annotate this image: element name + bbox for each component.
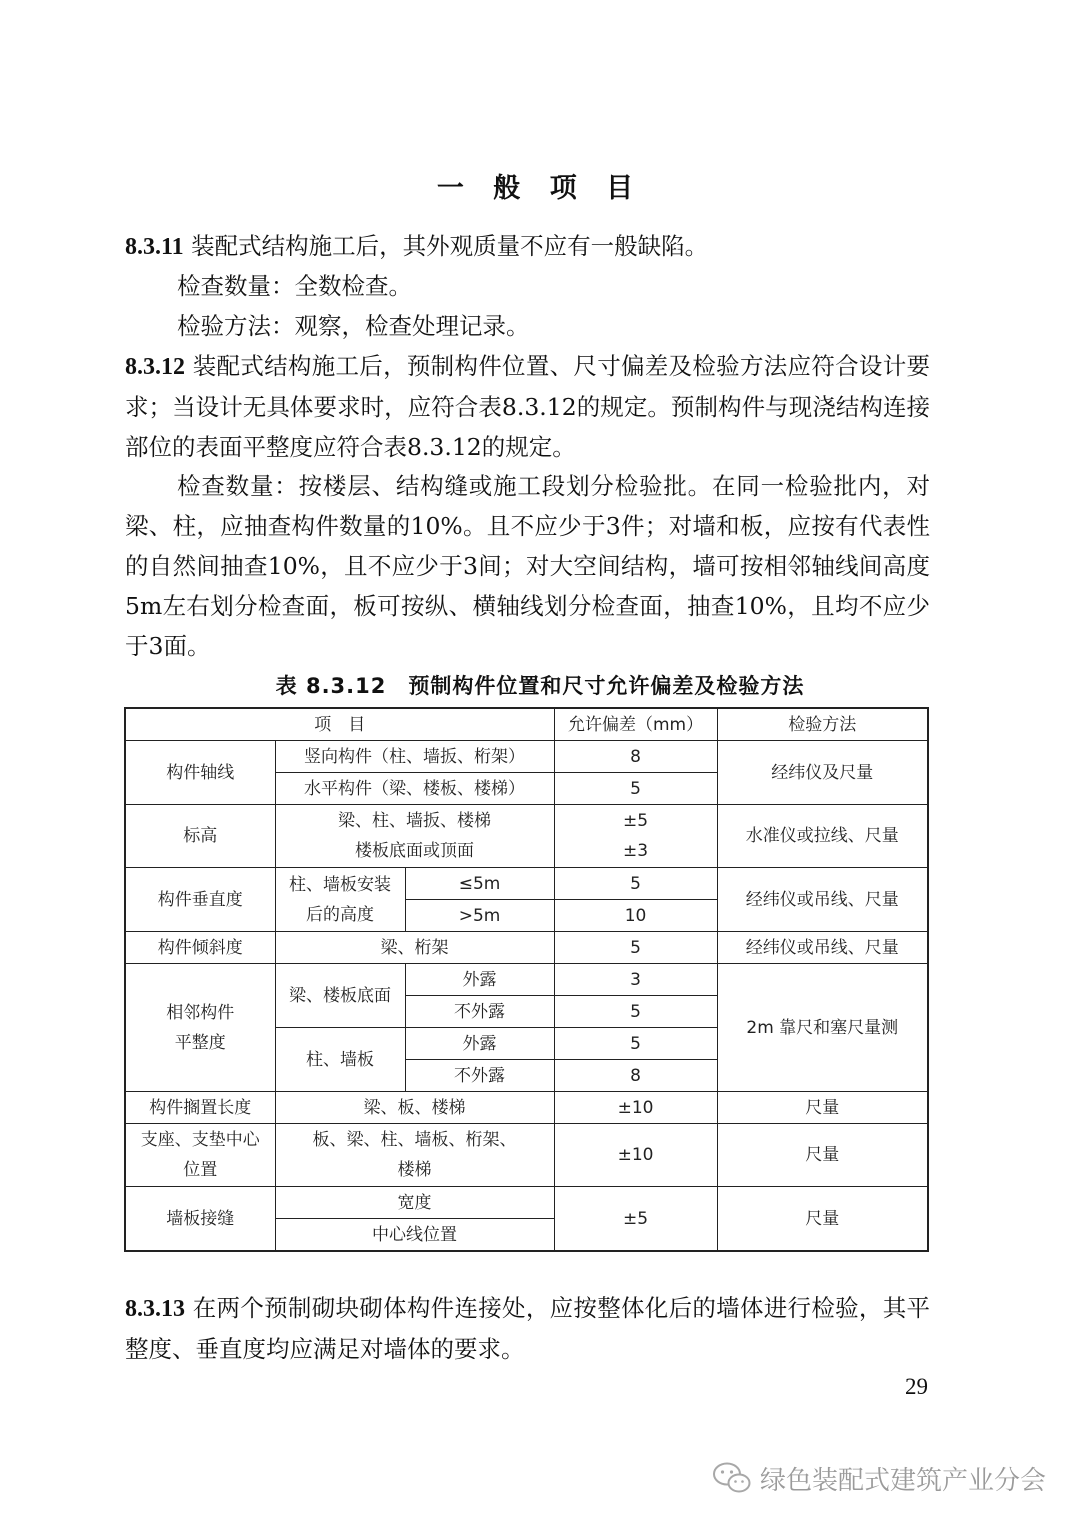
cell-line: 相邻构件 — [166, 1002, 235, 1023]
clause-8-3-11 — [125, 226, 930, 267]
cell-method: 水准仪或拉线、尺量 — [717, 805, 928, 868]
clause-number: 8.3.13 — [125, 1296, 185, 1322]
cell-tolerance: 5 — [554, 1028, 717, 1060]
watermark-text: 绿色装配式建筑产业分会 — [759, 1465, 1046, 1496]
clause-text: 装配式结构施工后，其外观质量不应有一般缺陷。 — [191, 232, 709, 260]
watermark — [712, 1458, 1046, 1498]
cell-line: 楼板底面或顶面 — [355, 841, 475, 861]
clause-text: 在两个预制砌块砌体构件连接处，应按整体化后的墙体进行检验，其平整度、垂直度均应满足对墙体的要求。 — [125, 1294, 930, 1363]
cell: 外露 — [405, 964, 554, 996]
clause-number: 8.3.11 — [125, 234, 184, 260]
cell-method: 尺量 — [717, 1092, 928, 1124]
cell: 宽度 — [275, 1187, 554, 1219]
cell-line: ±3 — [623, 841, 649, 861]
cell: 水平构件（梁、楼板、楼梯） — [275, 773, 554, 805]
cell-tolerance: 5 — [554, 932, 717, 964]
row-label: 构件垂直度 — [125, 868, 275, 932]
cell-method: 经纬仪及尺量 — [717, 741, 928, 805]
table-header-row — [125, 708, 928, 741]
cell-tolerance: 5 — [554, 996, 717, 1028]
table-row — [125, 1092, 928, 1124]
row-label: 标高 — [125, 805, 275, 868]
cell-method: 经纬仪或吊线、尺量 — [717, 868, 928, 932]
cell-line: 柱、墙板安装 — [289, 874, 391, 895]
cell: 梁、桁架 — [275, 932, 554, 964]
cell — [275, 805, 554, 868]
clause-8-3-11-quantity: 检查数量：全数检查。 — [177, 272, 412, 300]
cell-tolerance: 8 — [554, 741, 717, 773]
cell: 中心线位置 — [275, 1219, 554, 1252]
cell-tolerance: 3 — [554, 964, 717, 996]
cell-method: 经纬仪或吊线、尺量 — [717, 932, 928, 964]
clause-number: 8.3.12 — [125, 354, 185, 380]
cell — [275, 1124, 554, 1187]
cell-tolerance: ±5 — [554, 1187, 717, 1252]
cell-tolerance: 5 — [554, 773, 717, 805]
cell: ≤5m — [405, 868, 554, 900]
table-row — [125, 1187, 928, 1219]
cell: 竖向构件（柱、墙扳、桁架） — [275, 741, 554, 773]
cell: 不外露 — [405, 1060, 554, 1092]
clause-text: 装配式结构施工后，预制构件位置、尺寸偏差及检验方法应符合设计要求；当设计无具体要求时，应符合表8.3.12的规定。预制构件与现浇结构连接部位的表面平整度应符合表8.3.12的规定。 — [125, 352, 930, 461]
header-tolerance: 允许偏差（mm） — [554, 708, 717, 741]
cell-method: 2m 靠尺和塞尺量测 — [717, 964, 928, 1092]
cell: 外露 — [405, 1028, 554, 1060]
cell-tolerance: 8 — [554, 1060, 717, 1092]
table-row — [125, 1124, 928, 1187]
row-label — [125, 1124, 275, 1187]
cell-line: 板、梁、柱、墙板、桁架、 — [312, 1130, 517, 1150]
cell-method: 尺量 — [717, 1187, 928, 1252]
table-row — [125, 741, 928, 773]
cell-tolerance: 10 — [554, 900, 717, 932]
clause-8-3-12 — [125, 346, 930, 467]
table-row — [125, 964, 928, 996]
cell-line: 楼梯 — [397, 1160, 432, 1180]
table-row — [125, 805, 928, 868]
table-caption: 表 8.3.12 预制构件位置和尺寸允许偏差及检验方法 — [275, 674, 805, 698]
table-row — [125, 932, 928, 964]
row-label: 构件搁置长度 — [125, 1092, 275, 1124]
cell-line: 支座、支垫中心 — [140, 1130, 260, 1150]
clause-8-3-11-method: 检验方法：观察，检查处理记录。 — [177, 312, 530, 340]
header-method: 检验方法 — [717, 708, 928, 741]
cell-line: 后的高度 — [306, 904, 374, 925]
clause-8-3-13 — [125, 1288, 930, 1369]
cell-line: 位置 — [183, 1160, 218, 1180]
page-number: 29 — [905, 1374, 928, 1399]
row-label: 构件轴线 — [125, 741, 275, 805]
section-title: 一 般 项 目 — [436, 173, 644, 204]
row-label: 构件倾斜度 — [125, 932, 275, 964]
clause-8-3-12-quantity: 检查数量：按楼层、结构缝或施工段划分检验批。在同一检验批内，对梁、柱，应抽查构件数量的10%。且不应少于3件；对墙和板，应按有代表性的自然间抽查10%，且不应少于3间；对大空间结构，墙可按相邻轴线间高度5m左右划分检查面，板可按纵、横轴线划分检查面，抽查10%，且均不应少于3面。 — [125, 472, 930, 660]
cell: 梁、楼板底面 — [275, 964, 405, 1028]
tolerance-table — [124, 707, 929, 1252]
header-item: 项 目 — [125, 708, 554, 741]
cell: 柱、墙板 — [275, 1028, 405, 1092]
cell: 不外露 — [405, 996, 554, 1028]
cell-line: ±5 — [623, 811, 649, 831]
wechat-icon — [712, 1461, 752, 1495]
cell — [275, 868, 405, 932]
cell-tolerance: ±10 — [554, 1124, 717, 1187]
table-row — [125, 868, 928, 900]
cell-line: 梁、柱、墙扳、楼梯 — [338, 811, 492, 831]
cell-tolerance: 5 — [554, 868, 717, 900]
row-label: 墙板接缝 — [125, 1187, 275, 1252]
cell-line: 平整度 — [174, 1032, 226, 1053]
cell: 梁、板、楼梯 — [275, 1092, 554, 1124]
cell-method: 尺量 — [717, 1124, 928, 1187]
cell: >5m — [405, 900, 554, 932]
cell-tolerance: ±10 — [554, 1092, 717, 1124]
cell-tolerance — [554, 805, 717, 868]
row-label — [125, 964, 275, 1092]
